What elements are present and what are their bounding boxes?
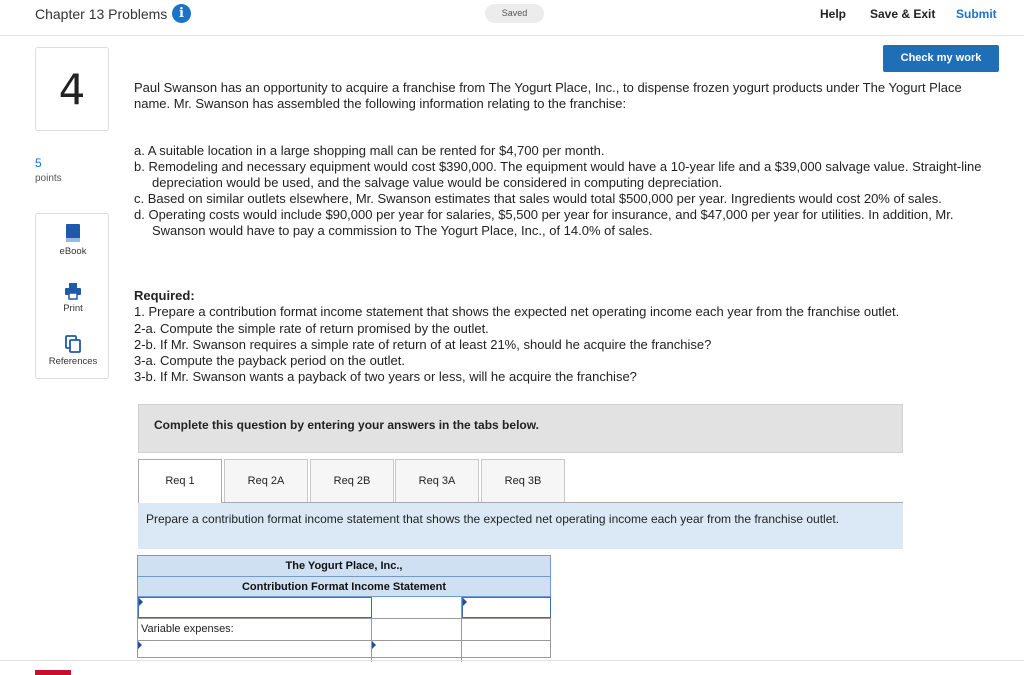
printer-icon [64,282,82,300]
points-value: 5 [35,156,42,170]
tab-bar [138,459,903,503]
required-item: 2-b. If Mr. Swanson requires a simple rate of return of at least 21%, should he acquire the franchise? [134,336,712,352]
banner-text: Complete this question by entering your answers in the tabs below. [154,418,539,432]
dropdown-marker-icon [372,641,376,649]
amount-cell [372,597,462,618]
instructions-banner [138,404,903,453]
tab-req-2a[interactable]: Req 2A [224,459,308,502]
tab-req-3b[interactable]: Req 3B [481,459,565,502]
fact-item: d. Operating costs would include $90,000 per year for salaries, $5,500 per year for insurance, and $47,000 per year for utilities. In addition, Mr. Swanson would have to pay a commission to The Yogurt Place, Inc., of 14.0% of sales. [134,207,954,238]
dropdown-marker-icon [463,598,467,606]
saved-status-badge: Saved [485,4,544,23]
submit-link[interactable]: Submit [956,7,997,21]
book-icon [65,223,81,243]
tools-panel [35,213,109,379]
top-bar [0,0,1024,36]
dropdown-marker-icon [139,598,143,606]
copy-icon [65,335,81,353]
fact-item: c. Based on similar outlets elsewhere, Mr. Swanson estimates that sales would total $500,000 per year. Ingredients would cost 20% of sales. [134,191,942,206]
print-button[interactable] [36,282,110,314]
print-label: Print [63,303,83,314]
save-exit-link[interactable]: Save & Exit [870,7,936,21]
amount-input[interactable] [372,641,462,662]
line-item-select[interactable] [138,641,372,662]
ebook-button[interactable] [36,223,110,257]
references-label: References [48,356,98,367]
income-statement-table [137,555,551,658]
brand-logo [35,670,71,675]
required-item: 3-a. Compute the payback period on the outlet. [134,353,406,369]
facts-list [134,143,984,239]
problem-intro: Paul Swanson has an opportunity to acquire a franchise from The Yogurt Place, Inc., to dispense frozen yogurt products under The Yogurt Place name. Mr. Swanson has assembled the following information relating to the franchise: [134,80,962,111]
fact-item: b. Remodeling and necessary equipment would cost $390,000. The equipment would have a 10-year life and a $39,000 salvage value. Straight-line depreciation would be used, and the salvage value would be considered in computing depreciation. [134,159,982,190]
table-row [137,619,551,641]
required-item: 3-b. If Mr. Swanson wants a payback of two years or less, will he acquire the franchise? [134,369,637,385]
statement-company: The Yogurt Place, Inc., [137,555,551,576]
check-my-work-button[interactable]: Check my work [883,45,999,72]
info-icon[interactable]: i [172,4,191,23]
references-button[interactable] [36,335,110,367]
total-cell [462,641,551,662]
fact-item: a. A suitable location in a large shopping mall can be rented for $4,700 per month. [134,143,605,158]
line-item-select[interactable] [138,597,372,618]
question-number: 4 [35,47,109,131]
table-row [137,597,551,619]
dropdown-marker-icon [138,641,142,649]
required-title: Required: [134,288,195,303]
required-item: 1. Prepare a contribution format income statement that shows the expected net operating income each year from the franchise outlet. [134,304,900,320]
footer-divider [0,660,1024,661]
tab-req-1[interactable]: Req 1 [138,459,222,503]
statement-title: Contribution Format Income Statement [137,576,551,597]
total-cell [462,619,551,640]
chapter-title: Chapter 13 Problems [35,6,168,22]
points-label: points [35,173,62,184]
tab-req-3a[interactable]: Req 3A [395,459,479,502]
help-link[interactable]: Help [820,7,847,21]
tab-req-2b[interactable]: Req 2B [310,459,394,502]
ebook-label: eBook [59,246,87,257]
amount-cell [372,619,462,640]
required-item: 2-a. Compute the simple rate of return promised by the outlet. [134,320,489,336]
total-input[interactable] [462,597,551,618]
table-row [137,641,551,658]
tab-instruction: Prepare a contribution format income statement that shows the expected net operating income each year from the franchise outlet. [138,503,903,549]
variable-expenses-label: Variable expenses: [138,619,372,640]
required-section [134,288,984,386]
